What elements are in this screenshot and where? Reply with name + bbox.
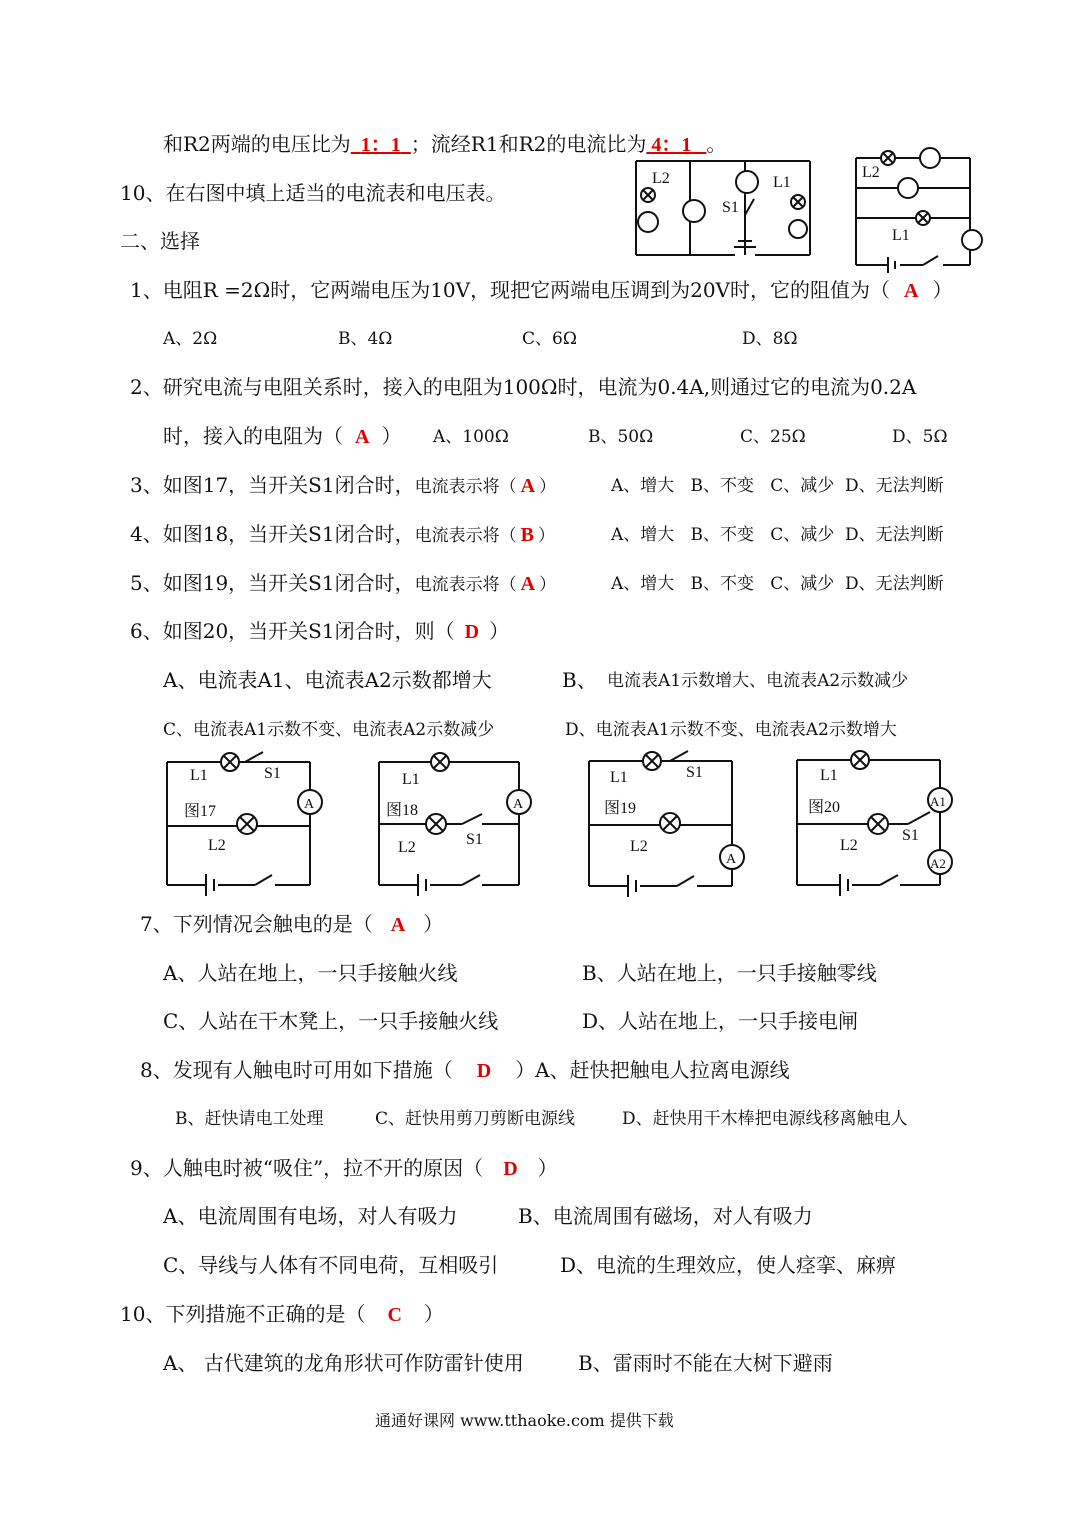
svg-text:A2: A2: [930, 856, 946, 871]
svg-text:S1: S1: [902, 827, 919, 844]
q6-option-c: C、电流表A1示数不变、电流表A2示数减少: [163, 720, 495, 740]
q6-option-d: D、电流表A1示数不变、电流表A2示数增大: [565, 720, 897, 740]
q9-tail-text-1: 和R2两端的电压比为: [163, 132, 351, 156]
q4-options: A、增大 B、不变 C、减少 D、无法判断: [611, 525, 944, 545]
svg-text:S1: S1: [686, 764, 703, 781]
svg-text:L1: L1: [820, 767, 838, 784]
q7-stem: 7、下列情况会触电的是（ A ）: [140, 912, 444, 936]
q1-option-d: D、8Ω: [742, 329, 798, 349]
q10-option-a: A、 古代建筑的龙角形状可作防雷针使用: [163, 1351, 524, 1375]
top2-blank-meter-2: [898, 178, 918, 198]
q2-option-d: D、5Ω: [892, 427, 948, 447]
svg-text:A: A: [513, 797, 524, 812]
svg-text:L2: L2: [398, 839, 416, 856]
q1-option-c: C、6Ω: [522, 329, 577, 349]
q2-option-b: B、50Ω: [588, 427, 654, 447]
q9-option-c: C、导线与人体有不同电荷，互相吸引: [163, 1253, 499, 1277]
q5-answer: A: [520, 573, 536, 595]
svg-text:图20: 图20: [808, 799, 841, 816]
current-ratio-answer: 4：1: [651, 134, 692, 156]
q8-option-d: D、赶快用干木棒把电源线移离触电人: [622, 1109, 908, 1129]
q8-answer: D: [476, 1060, 492, 1082]
top1-blank-meter-right: [736, 171, 758, 193]
figure-19: [582, 745, 762, 900]
q7-option-d: D、人站在地上，一只手接电闸: [582, 1009, 859, 1033]
top-circuit-1: [630, 155, 820, 265]
q7-option-b: B、人站在地上，一只手接触零线: [582, 961, 877, 985]
page-footer: 通通好课网 www.tthaoke.com 提供下载: [375, 1411, 674, 1430]
q2-option-c: C、25Ω: [740, 427, 806, 447]
svg-text:L2: L2: [630, 838, 648, 855]
top2-label-l1: L1: [892, 227, 910, 244]
q9-tail-text-2: ；流经R1和R2的电流比为: [410, 132, 647, 156]
svg-text:L1: L1: [610, 769, 628, 786]
q1-option-a: A、2Ω: [163, 329, 218, 349]
top2-blank-meter-3: [962, 230, 982, 250]
q9-answer: D: [503, 1158, 518, 1180]
svg-text:L2: L2: [208, 837, 226, 854]
q1-answer: A: [904, 280, 919, 302]
q1-option-b: B、4Ω: [338, 329, 393, 349]
q9-option-d: D、电流的生理效应，使人痉挛、麻痹: [560, 1253, 897, 1277]
top1-label-l2: L2: [652, 170, 670, 187]
svg-text:图18: 图18: [386, 802, 419, 819]
top2-blank-meter-1: [920, 148, 940, 168]
q7-option-c: C、人站在干木凳上，一只手接触火线: [163, 1009, 499, 1033]
svg-text:图17: 图17: [184, 803, 217, 820]
top-circuit-2: [848, 152, 988, 272]
q10-fill-prompt: 10、在右图中填上适当的电流表和电压表。: [120, 181, 506, 205]
voltage-ratio-answer: 1：1: [360, 134, 401, 156]
top1-blank-meter-mid: [683, 200, 705, 222]
top1-label-s1: S1: [722, 199, 739, 216]
q6-option-b: B、: [562, 668, 597, 692]
q2-option-a: A、100Ω: [433, 427, 509, 447]
q4-row: 4、如图18，当开关S1闭合时，电流表示将（ B ）: [130, 522, 555, 546]
figure-18: [372, 752, 547, 897]
q6-answer: D: [464, 621, 480, 643]
q8-option-c: C、赶快用剪刀剪断电源线: [375, 1109, 576, 1129]
q6-stem: 6、如图20，当开关S1闭合时，则（ D ）: [130, 619, 510, 643]
q8-option-b: B、赶快请电工处理: [175, 1109, 324, 1129]
q2-stem-2: 时，接入的电阻为（ A ）: [163, 424, 402, 448]
svg-text:S1: S1: [466, 831, 483, 848]
svg-text:L1: L1: [402, 771, 420, 788]
q2-stem: 2、研究电流与电阻关系时，接入的电阻为100Ω时，电流为0.4A,则通过它的电流为0.2A: [130, 375, 917, 399]
q9-option-b: B、电流周围有磁场，对人有吸力: [518, 1204, 813, 1228]
q6-option-b-text: 电流表A1示数增大、电流表A2示数减少: [607, 671, 909, 691]
svg-text:图19: 图19: [604, 800, 637, 817]
svg-text:L2: L2: [840, 837, 858, 854]
svg-text:L1: L1: [190, 767, 208, 784]
q9-tail-line: [163, 131, 726, 158]
figure-20: [790, 748, 975, 898]
q10-option-b: B、雷雨时不能在大树下避雨: [578, 1351, 833, 1375]
top1-blank-meter-left: [638, 212, 658, 232]
q5-row: 5、如图19，当开关S1闭合时，电流表示将（ A ）: [130, 571, 557, 595]
q6-option-a: A、电流表A1、电流表A2示数都增大: [163, 668, 492, 692]
svg-text:A: A: [304, 797, 315, 812]
svg-text:A: A: [726, 852, 737, 867]
top1-blank-meter-far: [789, 220, 807, 238]
q3-row: 3、如图17，当开关S1闭合时，电流表示将（ A ）: [130, 473, 557, 497]
q10-answer: C: [387, 1304, 402, 1326]
q3-answer: A: [520, 475, 536, 497]
svg-text:S1: S1: [264, 765, 281, 782]
svg-text:A1: A1: [930, 794, 946, 809]
q9-option-a: A、电流周围有电场，对人有吸力: [163, 1204, 458, 1228]
q1-stem: 1、电阻R =2Ω时，它两端电压为10V，现把它两端电压调到为20V时，它的阻值为（ A ）: [130, 278, 953, 302]
q5-options: A、增大 B、不变 C、减少 D、无法判断: [611, 574, 944, 594]
q8-stem: 8、发现有人触电时可用如下措施（ D ）A、赶快把触电人拉离电源线: [140, 1058, 790, 1082]
q3-options: A、增大 B、不变 C、减少 D、无法判断: [611, 476, 944, 496]
q2-answer: A: [355, 426, 370, 448]
q9-tail-text-3: 。: [706, 132, 727, 156]
top2-label-l2: L2: [862, 164, 880, 181]
q4-answer: B: [520, 524, 534, 546]
top1-label-l1: L1: [773, 174, 791, 191]
q7-answer: A: [390, 914, 406, 936]
q9-stem: 9、人触电时被“吸住”，拉不开的原因（ D ）: [130, 1156, 558, 1180]
q10-stem: 10、下列措施不正确的是（ C ）: [120, 1302, 444, 1326]
figure-17: [160, 752, 335, 897]
section-title: 二、选择: [120, 229, 200, 253]
q7-option-a: A、人站在地上，一只手接触火线: [163, 961, 458, 985]
